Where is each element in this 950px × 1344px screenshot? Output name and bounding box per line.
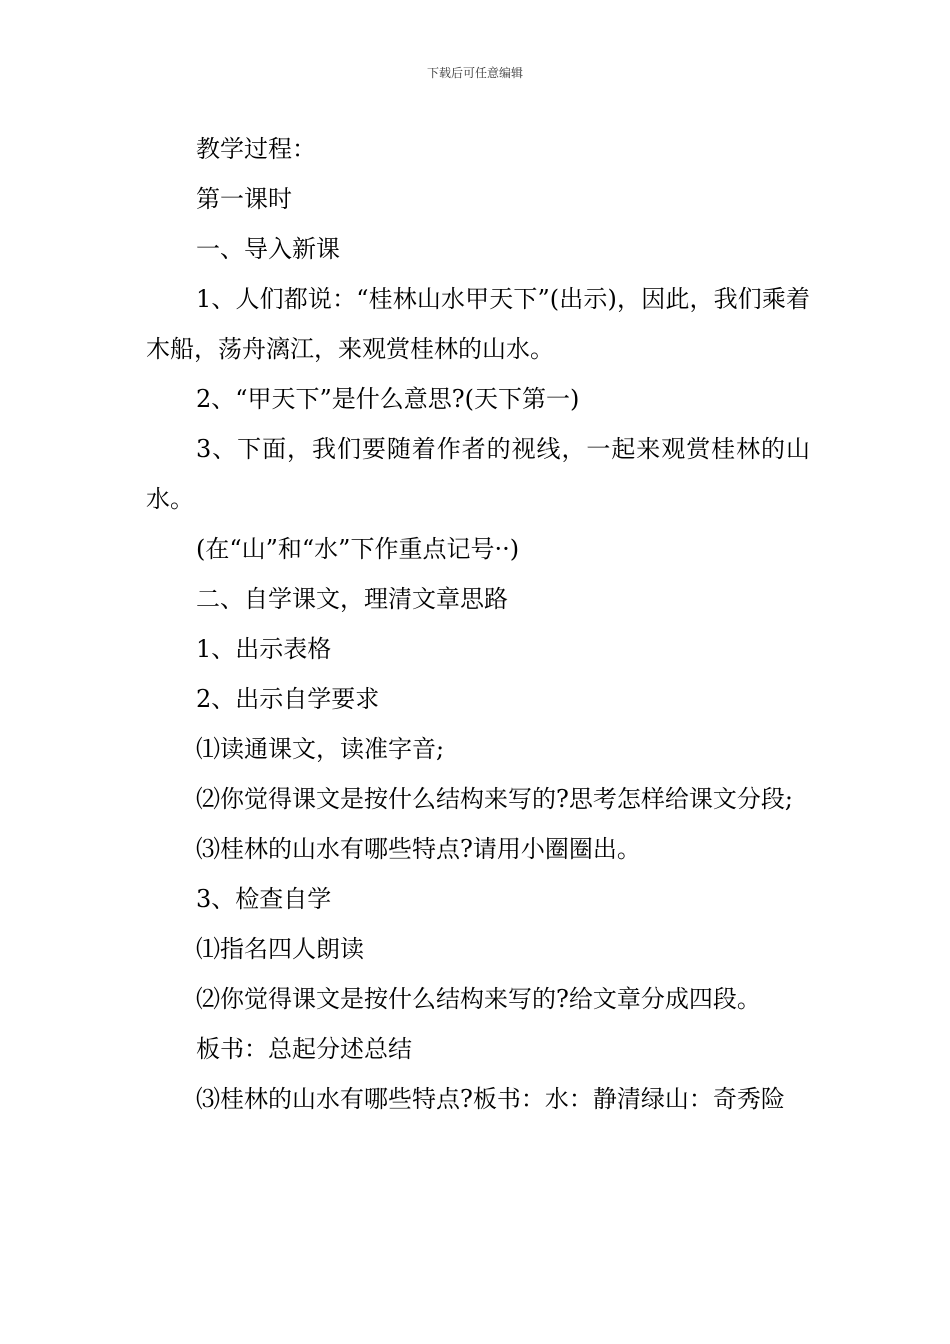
paragraph-1: 教学过程： bbox=[196, 135, 316, 163]
paragraph-12: ⑵你觉得课文是按什么结构来写的?思考怎样给课文分段; bbox=[196, 785, 793, 813]
paragraph-6: 3、下面，我们要随着作者的视线，一起来观赏桂林的山水。 bbox=[146, 435, 810, 513]
paragraph-8: 二、自学课文，理清文章思路 bbox=[196, 585, 508, 613]
paragraph-15: ⑴指名四人朗读 bbox=[196, 935, 364, 963]
paragraph-14: 3、检查自学 bbox=[196, 885, 332, 913]
paragraph-11: ⑴读通课文，读准字音; bbox=[196, 735, 445, 763]
paragraph-17: 板书：总起分述总结 bbox=[196, 1035, 412, 1063]
paragraph-16: ⑵你觉得课文是按什么结构来写的?给文章分成四段。 bbox=[196, 985, 761, 1013]
paragraph-5: 2、“甲天下”是什么意思?(天下第一) bbox=[196, 385, 580, 413]
paragraph-4: 1、人们都说：“桂林山水甲天下”(出示)，因此，我们乘着木船，荡舟漓江，来观赏桂林的山水。 bbox=[146, 285, 810, 363]
paragraph-7: (在“山”和“水”下作重点记号··) bbox=[196, 535, 520, 563]
paragraph-18: ⑶桂林的山水有哪些特点?板书：水：静清绿山：奇秀险 bbox=[196, 1085, 785, 1113]
document-body bbox=[146, 124, 810, 1124]
paragraph-2: 第一课时 bbox=[196, 185, 292, 213]
paragraph-10: 2、出示自学要求 bbox=[196, 685, 380, 713]
page-header-note: 下载后可任意编辑 bbox=[426, 66, 523, 80]
paragraph-13: ⑶桂林的山水有哪些特点?请用小圈圈出。 bbox=[196, 835, 641, 863]
paragraph-3: 一、导入新课 bbox=[196, 235, 340, 263]
paragraph-9: 1、出示表格 bbox=[196, 635, 332, 663]
